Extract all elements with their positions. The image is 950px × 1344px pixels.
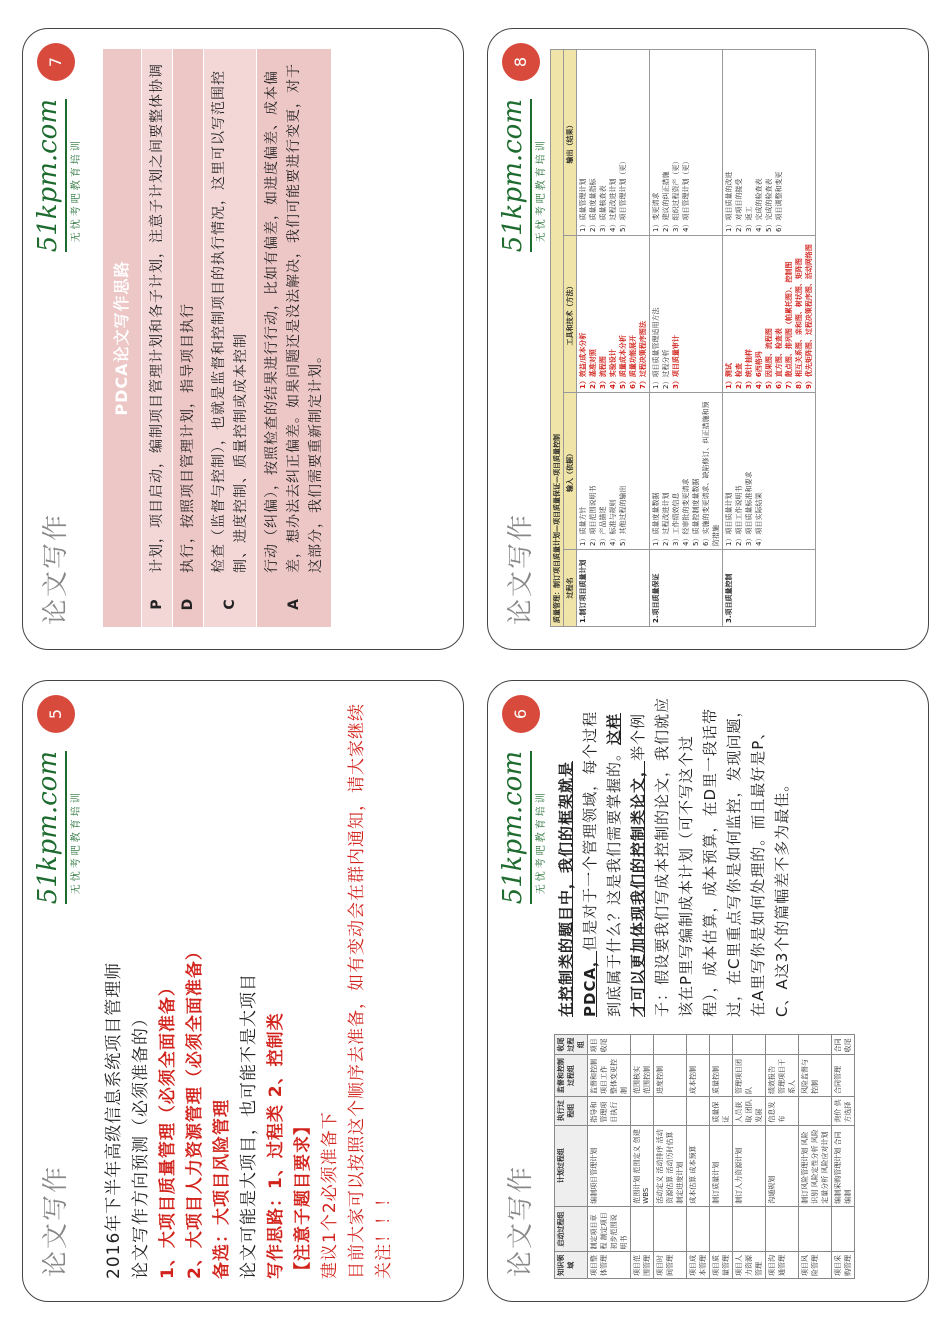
text-line: 2016年下半年高级信息系统项目管理师 xyxy=(104,961,124,1279)
slide-title: 论文写作 xyxy=(506,1164,536,1277)
table-row: C 检查（监督与控制），也就是监督和控制项目的执行情况，这里可以写范围控制、进度控制、质量控制或成本控制 xyxy=(204,49,257,627)
page-number: 5 xyxy=(37,695,75,733)
process-group-table: 知识领域 启动过程组 计划过程组 执行过程组 监督和控制过程组 收尾过程组 项目整体管理 制定项目章程 制定项目初步范围说明书 编制项目管理计划 指导和管理项目执行 监督和控制项目工作 整体变更控制 项目收尾 项目范围管理 范围计划 范围定义 创建WBS 范围核实 范围控制 项目时间管理 活动定义 活动排序 活动资源估算 活动历时估算 制定进度计划 进度控制 项目成本管理 成本估算 成本预算 成本控制 项目质量管理 制订质量计划 质量保证 质量控制 项目人力资源管理 制订人力资源计划 人员获取 团队发展 管理项目团队 项目沟通管理 沟通规划 信息发布 绩效报告 管理项目干系人 项目风险管理 制订风险管理计划 风险识别 风险定性分析 风险定量分析 风险应对计划 风险监督与控制 项目采购管理 编制采购管理计划 合同编制 询价 供方选择 合同管理 合同收尾 xyxy=(554,1034,855,1279)
table-row: 3.项目质量控制 1）项目质量计划 2）项目工作说明书 3）项目质量标准和要求 4）项目实际结果 1）测试 2）检查 3）统计抽样 4）6西格玛 5）因果图、流程图 6）直方图、检查表 7）散点图、排列图（帕累托图）、控制图 8）相互关系图、亲和图、树状图、矩阵图 9）优先矩阵图、过程决策程序图、活动网络图 1）项目质量的改进 2）对项目的接受 3）返工 4）完成的检查表 5）完成的检查表 6）项目调整和变更 xyxy=(723,50,816,627)
table-row: 项目风险管理 制订风险管理计划 风险识别 风险定性分析 风险定量分析 风险应对计划 风险监督与控制 xyxy=(799,1035,832,1279)
logo-main: 51kpm.com xyxy=(33,99,63,253)
page-number: 6 xyxy=(502,695,540,733)
page-number: 8 xyxy=(502,43,540,81)
text-line: 1、大项目质量管理（必须全面准备） xyxy=(158,978,178,1279)
table-row: 2.项目质量保证 1）质量度量数据 2）过程改进计划 3）工作绩效信息 4）经审批的变更请求 5）质量控制度量数据 6）实施的变更请求、缺陷修订、纠正措施和预防措施 1）项目质量管理适用方法 2）过程分析 3）项目质量审计 1）变更请求 2）建议的纠正措施 3）组织过程资产（更） 4）项目管理计划（更） xyxy=(650,50,723,627)
table-row: 项目范围管理 范围计划 范围定义 创建WBS 范围核实 范围控制 xyxy=(631,1035,654,1279)
slide-8 xyxy=(487,28,929,650)
slide-6 xyxy=(487,680,929,1302)
explanation-text: 在控制类的题目中，我们的框架就是PDCA，但是对于一个管理领域，每个过程到底属于什么？这是我们需要掌握的。这样才可以更加体现我们的控制类论文，举个例子：假设要我们写成本控制的论文，我们就应该在P里写编制成本计划（可不写这个过程），成本估算，成本预算，在D里一段话带过，在C里重点写你是如何监控，发现问题，在A里写你是如何处理的。而且最好是P、C、A这3个的篇幅差不多为最佳。 xyxy=(557,696,791,1017)
pdca-table xyxy=(103,49,332,627)
table-row: 项目成本管理 成本估算 成本预算 成本控制 xyxy=(687,1035,710,1279)
table-row: 项目质量管理 制订质量计划 质量保证 质量控制 xyxy=(710,1035,733,1279)
quality-table: 质量管理：制订项目质量计划—项目质量保证—项目质量控制 过程名 输入（依据） 工具和技术（方法） 输出（结果） 1.制订项目质量计划 1）质量方针 2）项目范围说明书 3）产品描述 4）标准与规则 5）其他过程的输出 1）效益/成本分析 2）基准对照 3）流程图 4）实验设计 5）质量成本分析 6）质量功能展开 7）过程决策程序图法 1）质量管理计划 2）质量度量指标 3）质量核查表 4）过程改进计划 5）项目管理计划（更） 2.项目质量保证 1）质量度量数据 2）过程改进计划 3）工作绩效信息 4）经审批的变更请求 5）质量控制度量数据 6）实施的变更请求、缺陷修订、纠正措施和预防措施 1）项目质量管理适用方法 2）过程分析 3）项目质量审计 1）变更请求 2）建议的纠正措施 3）组织过程资产（更） 4）项目管理计划（更） 3.项目质量控制 1）项目质量计划 2）项目工作说明书 3）项目质量标准和要求 4）项目实际结果 1）测试 2）检查 3）统计抽样 4）6西格玛 5）因果图、流程图 6）直方图、检查表 7）散点图、排列图（帕累托图）、控制图 8）相互关系图、亲和图、树状图、矩阵图 9）优先矩阵图、过程决策程序图、活动网络图 1）项目质量的改进 2）对项目的接受 3）返工 4）完成的检查表 5）完成的检查表 6）项目调整和变更 xyxy=(550,49,816,627)
text-line: 写作思路：1、过程类 2、控制类 xyxy=(266,1012,286,1279)
pdca-title: PDCA论文写作思路 xyxy=(103,49,142,627)
table-row: 项目时间管理 活动定义 活动排序 活动资源估算 活动历时估算 制定进度计划 进度控制 xyxy=(654,1035,687,1279)
slide-7 xyxy=(22,28,464,650)
table-row: A 行动（纠偏），按照检查的结果进行行动，比如有偏差，如进度偏差、成本偏差，想办法去纠正偏差。如果问题还是没法解决，我们可能要进行变更，对于这部分，我们需要重新制定计划。 xyxy=(257,49,332,627)
page-number: 7 xyxy=(37,43,75,81)
logo-main: 51kpm.com xyxy=(498,751,528,905)
text-line: 2、大项目人力资源管理（必须全面准备） xyxy=(185,942,205,1279)
slide-title: 论文写作 xyxy=(41,512,71,625)
table-row: 项目采购管理 编制采购管理计划 合同编制 询价 供方选择 合同管理 合同收尾 xyxy=(832,1035,855,1279)
text-line: 【注意子题目要求】 xyxy=(293,1117,313,1279)
logo-sub: 无忧考吧教育培训 xyxy=(71,790,82,895)
table-row: 项目人力资源管理 制订人力资源计划 人员获取 团队发展 管理项目团队 xyxy=(733,1035,766,1279)
text-line: 建议1个2必须准备下 xyxy=(320,1111,340,1279)
table-row: 项目沟通管理 沟通规划 信息发布 绩效报告 管理项目干系人 xyxy=(766,1035,799,1279)
logo-main: 51kpm.com xyxy=(33,751,63,905)
slide-title: 论文写作 xyxy=(41,1164,71,1277)
text-line: 论文写作方向预测（必须准备的） xyxy=(131,1009,151,1279)
table-row: 项目整体管理 制定项目章程 制定项目初步范围说明书 编制项目管理计划 指导和管理项目执行 监督和控制项目工作 整体变更控制 项目收尾 xyxy=(588,1035,631,1279)
logo-sub: 无忧考吧教育培训 xyxy=(536,790,547,895)
text-line: 目前大家可以按照这个顺序去准备，如有变动会在群内通知，请大家继续关注！！！ xyxy=(347,703,394,1279)
text-line: 论文可能是大项目，也可能不是大项目 xyxy=(239,973,259,1279)
logo-main: 51kpm.com xyxy=(498,99,528,253)
logo xyxy=(33,751,82,904)
logo-sub: 无忧考吧教育培训 xyxy=(536,138,547,243)
slide-5 xyxy=(22,680,464,1302)
table-row: P 计划，项目启动，编制项目管理计划和各子计划，注意子计划之间要整体协调 xyxy=(142,49,173,627)
slide-title: 论文写作 xyxy=(506,512,536,625)
logo xyxy=(33,99,82,252)
text-line: 备选：大项目风险管理 xyxy=(212,1099,232,1279)
table-row: D 执行，按照项目管理计划，指导项目执行 xyxy=(173,49,204,627)
logo xyxy=(498,99,547,252)
logo xyxy=(498,751,547,904)
table-caption: 质量管理：制订项目质量计划—项目质量保证—项目质量控制 xyxy=(551,50,564,627)
table-row: 1.制订项目质量计划 1）质量方针 2）项目范围说明书 3）产品描述 4）标准与规则 5）其他过程的输出 1）效益/成本分析 2）基准对照 3）流程图 4）实验设计 5）质量成本分析 6）质量功能展开 7）过程决策程序图法 1）质量管理计划 2）质量度量指标 3）质量核查表 4）过程改进计划 5）项目管理计划（更） xyxy=(577,50,650,627)
logo-sub: 无忧考吧教育培训 xyxy=(71,138,82,243)
